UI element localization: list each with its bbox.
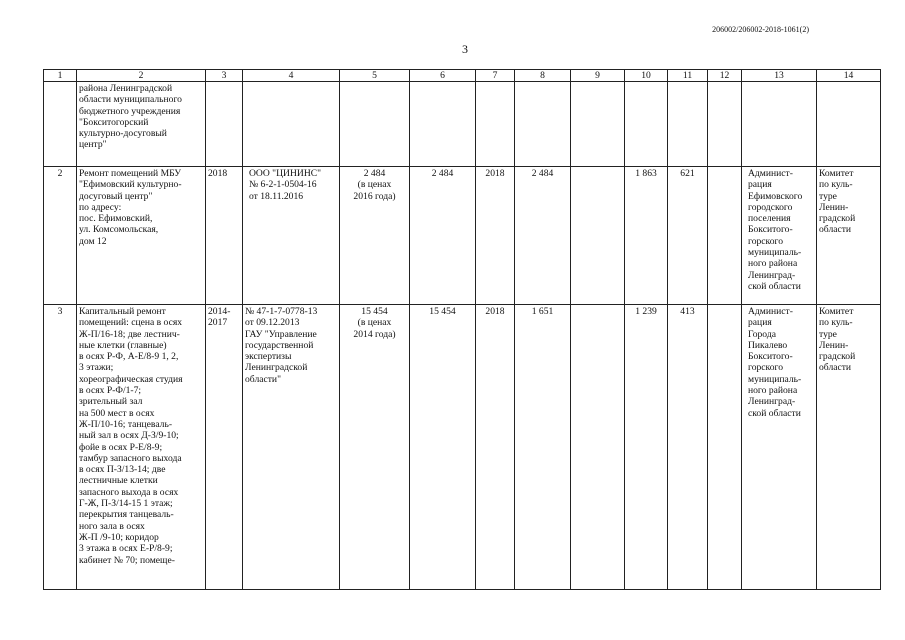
column-header: 6 (410, 70, 476, 82)
row-year: 2014- 2017 (206, 305, 243, 590)
table-cell (742, 82, 817, 167)
row-col13: Админист- рация Ефимовского городского поселения Бокситого- горского муниципаль- ного района Ленинград- ской области (742, 167, 817, 305)
table-cell (668, 82, 708, 167)
row-col10: 1 239 (625, 305, 668, 590)
table-row (44, 167, 881, 305)
row-expertise: № 47-1-7-0778-13 от 09.12.2013 ГАУ "Управление государственной экспертизы Ленинградской области" (243, 305, 340, 590)
budget-table (43, 69, 881, 590)
continuation-description: района Ленинградской области муниципального бюджетного учреждения "Бокситогорский культурно-досуговый центр" (77, 82, 206, 167)
page-number: 3 (462, 42, 468, 56)
row-cost: 15 454 (в ценах 2014 года) (340, 305, 410, 590)
table-cell (410, 82, 476, 167)
row-col6: 15 454 (410, 305, 476, 590)
table-cell (708, 82, 742, 167)
row-number: 2 (44, 167, 77, 305)
column-header: 10 (625, 70, 668, 82)
column-header: 9 (571, 70, 625, 82)
row-col11: 621 (668, 167, 708, 305)
column-header: 4 (243, 70, 340, 82)
row-col7: 2018 (476, 167, 515, 305)
row-col11: 413 (668, 305, 708, 590)
table-cell (476, 82, 515, 167)
row-col12 (708, 305, 742, 590)
table-cell (206, 82, 243, 167)
row-col9 (571, 305, 625, 590)
table-row-continuation (44, 82, 881, 167)
row-col12 (708, 167, 742, 305)
row-col10: 1 863 (625, 167, 668, 305)
row-cost: 2 484 (в ценах 2016 года) (340, 167, 410, 305)
row-col14: Комитет по куль- туре Ленин- градской области (817, 305, 881, 590)
column-header: 3 (206, 70, 243, 82)
row-col13: Админист- рация Города Пикалево Бокситого- горского муниципаль- ного района Ленинград- ской области (742, 305, 817, 590)
row-col14: Комитет по куль- туре Ленин- градской области (817, 167, 881, 305)
row-description: Капитальный ремонт помещений: сцена в осях Ж-П/16-18; две лестнич- ные клетки (главные) в осях Р-Ф, А-Е/8-9 1, 2, 3 этажи; хореографическая студия в осях Р-Ф/1-7; зрительный зал на 500 мест в осях Ж-П/10-16; танцеваль- ный зал в осях Д-З/9-10; фойе в осях Р-Е/8-9; тамбур запасного выхода в осях П-З/13-14; две лестничные клетки запасного выхода в осях Г-Ж, П-З/14-15 1 этаж; перекрытия танцеваль- ного зала в осях Ж-П /9-10; коридор 3 этажа в осях Е-Р/8-9; кабинет № 70; помеще- (77, 305, 206, 590)
row-col8: 1 651 (515, 305, 571, 590)
table-cell (625, 82, 668, 167)
table-row (44, 305, 881, 590)
table-cell (571, 82, 625, 167)
column-header: 13 (742, 70, 817, 82)
row-col8: 2 484 (515, 167, 571, 305)
table-cell (515, 82, 571, 167)
table-cell (817, 82, 881, 167)
row-col7: 2018 (476, 305, 515, 590)
row-expertise: ООО "ЦИНИНС" № 6-2-1-0504-16 от 18.11.2016 (243, 167, 340, 305)
table-cell (243, 82, 340, 167)
column-header: 5 (340, 70, 410, 82)
row-col6: 2 484 (410, 167, 476, 305)
column-header: 8 (515, 70, 571, 82)
row-number: 3 (44, 305, 77, 590)
column-header: 11 (668, 70, 708, 82)
column-header: 1 (44, 70, 77, 82)
column-number-row (44, 70, 881, 82)
column-header: 14 (817, 70, 881, 82)
column-header: 12 (708, 70, 742, 82)
row-col9 (571, 167, 625, 305)
row-year: 2018 (206, 167, 243, 305)
document-id: 206002/206002-2018-1061(2) (712, 25, 809, 34)
table-cell (340, 82, 410, 167)
column-header: 2 (77, 70, 206, 82)
table-cell (44, 82, 77, 167)
column-header: 7 (476, 70, 515, 82)
row-description: Ремонт помещений МБУ "Ефимовский культурно- досуговый центр" по адресу: пос. Ефимовский, ул. Комсомольская, дом 12 (77, 167, 206, 305)
